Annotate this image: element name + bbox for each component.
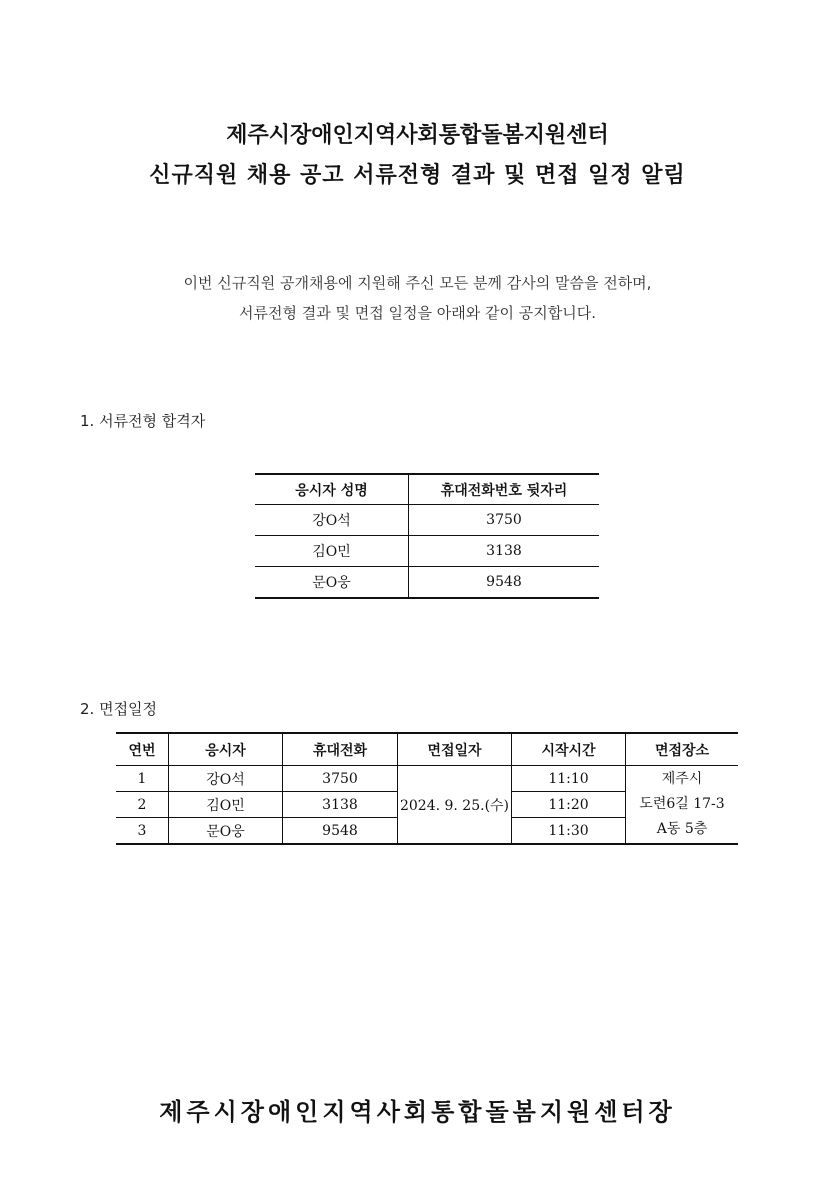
applicant-name: 문O웅	[169, 818, 283, 845]
column-header-phone: 휴대전화번호 뒷자리	[409, 474, 600, 505]
phone-digits: 3138	[409, 536, 600, 567]
phone-digits: 9548	[283, 818, 398, 845]
column-header-time: 시작시간	[512, 733, 626, 766]
applicant-name: 강O석	[169, 766, 283, 792]
phone-digits: 3750	[283, 766, 398, 792]
footer-signature: 제주시장애인지역사회통합돌봄지원센터장	[159, 1098, 676, 1126]
table-row	[255, 505, 599, 536]
place-line-2: 도련6길 17-3	[639, 796, 725, 812]
table-row	[255, 536, 599, 567]
start-time: 11:20	[512, 792, 626, 818]
phone-digits: 3750	[409, 505, 600, 536]
column-header-name: 응시자 성명	[255, 474, 409, 505]
row-number: 2	[116, 792, 169, 818]
section-2-heading: 2. 면접일정	[80, 700, 158, 718]
table-header-row	[116, 733, 738, 766]
start-time: 11:30	[512, 818, 626, 845]
table-row	[116, 766, 738, 792]
applicant-name: 문O웅	[255, 567, 409, 599]
table-header-row	[255, 474, 599, 505]
row-number: 3	[116, 818, 169, 845]
column-header-no: 연번	[116, 733, 169, 766]
place-line-1: 제주시	[661, 771, 703, 787]
column-header-place: 면접장소	[626, 733, 739, 766]
table-row	[255, 567, 599, 599]
intro-line-2: 서류전형 결과 및 면접 일정을 아래와 같이 공지합니다.	[239, 304, 596, 322]
applicant-name: 김O민	[255, 536, 409, 567]
column-header-phone: 휴대전화	[283, 733, 398, 766]
column-header-applicant: 응시자	[169, 733, 283, 766]
section-1-heading: 1. 서류전형 합격자	[80, 412, 206, 430]
interview-place	[626, 766, 739, 845]
interview-schedule-table	[116, 732, 738, 845]
applicant-name: 강O석	[255, 505, 409, 536]
place-line-3: A동 5층	[656, 821, 708, 837]
applicant-name: 김O민	[169, 792, 283, 818]
document-screening-table	[255, 473, 599, 599]
title-line-1: 제주시장애인지역사회통합돌봄지원센터	[226, 123, 609, 148]
start-time: 11:10	[512, 766, 626, 792]
phone-digits: 3138	[283, 792, 398, 818]
row-number: 1	[116, 766, 169, 792]
title-line-2: 신규직원 채용 공고 서류전형 결과 및 면접 일정 알림	[149, 163, 686, 188]
interview-date: 2024. 9. 25.(수)	[398, 766, 512, 845]
column-header-date: 면접일자	[398, 733, 512, 766]
phone-digits: 9548	[486, 574, 522, 590]
intro-line-1: 이번 신규직원 공개채용에 지원해 주신 모든 분께 감사의 말씀을 전하며,	[183, 274, 652, 292]
